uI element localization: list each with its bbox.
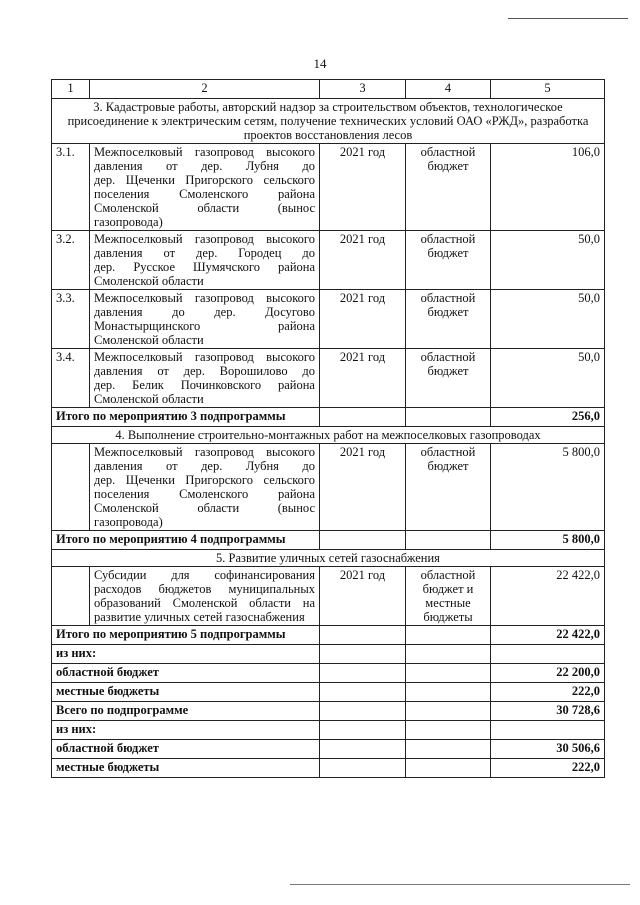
item-amount: 50,0 [491, 290, 605, 349]
summary-label: из них: [52, 645, 320, 664]
summary-label: областной бюджет [52, 664, 320, 683]
item-number: 3.3. [52, 290, 90, 349]
text-line: Межпоселковый газопровод высокого [94, 291, 315, 305]
empty-cell [320, 740, 406, 759]
section-title-row [52, 99, 605, 144]
empty-cell [406, 531, 491, 550]
column-number: 4 [406, 80, 491, 99]
summary-amount: 222,0 [491, 683, 605, 702]
summary-label: местные бюджеты [52, 759, 320, 778]
section-title [52, 550, 605, 567]
item-amount: 50,0 [491, 349, 605, 408]
summary-amount: 30 506,6 [491, 740, 605, 759]
column-number: 1 [52, 80, 90, 99]
summary-label: областной бюджет [52, 740, 320, 759]
text-line: давления от дер. Лубня до [94, 159, 315, 173]
empty-cell [320, 645, 406, 664]
text-line: Смоленской области (вынос [94, 501, 315, 515]
item-amount: 22 422,0 [491, 567, 605, 626]
text-line: бюджет [427, 364, 469, 378]
summary-amount [491, 721, 605, 740]
summary-row [52, 759, 605, 778]
table-row [52, 349, 605, 408]
empty-cell [320, 664, 406, 683]
summary-row [52, 645, 605, 664]
empty-cell [406, 702, 491, 721]
section-title-row [52, 550, 605, 567]
section-total-label: Итого по мероприятию 5 подпрограммы [52, 626, 320, 645]
text-line: дер. Русское Шумячского района [94, 260, 315, 274]
text-line: бюджет [427, 459, 469, 473]
text-line: давления до дер. Досугово [94, 305, 315, 319]
text-line: бюджеты [423, 610, 473, 624]
text-line: газопровода) [94, 515, 163, 529]
empty-cell [406, 645, 491, 664]
table-row [52, 444, 605, 531]
text-line: присоединение к электрическим сетям, получение технических условий ОАО «РЖД», разработка [67, 114, 589, 128]
text-line: давления от дер. Городец до [94, 246, 315, 260]
item-number: 3.4. [52, 349, 90, 408]
top-edge-line [508, 18, 628, 19]
item-description [90, 290, 320, 349]
summary-row [52, 702, 605, 721]
item-description [90, 231, 320, 290]
empty-cell [406, 626, 491, 645]
section-total-label: Итого по мероприятию 3 подпрограммы [52, 408, 320, 427]
table-row [52, 144, 605, 231]
text-line: Межпоселковый газопровод высокого [94, 145, 315, 159]
empty-cell [406, 683, 491, 702]
text-line: бюджет [427, 305, 469, 319]
column-number: 2 [90, 80, 320, 99]
item-description [90, 567, 320, 626]
text-line: Смоленской области (вынос [94, 201, 315, 215]
text-line: Субсидии для софинансирования [94, 568, 315, 582]
empty-cell [320, 702, 406, 721]
text-line: расходов бюджетов муниципальных [94, 582, 315, 596]
summary-row [52, 721, 605, 740]
text-line: поселения Смоленского района [94, 187, 315, 201]
text-line: дер. Щеченки Пригорского сельского [94, 173, 315, 187]
item-funding-source [406, 444, 491, 531]
item-year: 2021 год [320, 290, 406, 349]
table-row [52, 231, 605, 290]
text-line: развитие уличных сетей газоснабжения [94, 610, 305, 624]
section-total-row [52, 626, 605, 645]
text-line: Межпоселковый газопровод высокого [94, 350, 315, 364]
empty-cell [320, 721, 406, 740]
column-number: 5 [491, 80, 605, 99]
text-line: Межпоселковый газопровод высокого [94, 445, 315, 459]
budget-table-body [52, 80, 605, 778]
text-line: областной [420, 232, 476, 246]
summary-label: из них: [52, 721, 320, 740]
empty-cell [406, 664, 491, 683]
item-funding-source [406, 567, 491, 626]
text-line: проектов восстановления лесов [243, 128, 413, 142]
text-line: бюджет [427, 159, 469, 173]
section-total-label: Итого по мероприятию 4 подпрограммы [52, 531, 320, 550]
text-line: давления от дер. Лубня до [94, 459, 315, 473]
text-line: газопровода) [94, 215, 163, 229]
text-line: давления от дер. Ворошилово до [94, 364, 315, 378]
item-year: 2021 год [320, 349, 406, 408]
text-line: областной [420, 291, 476, 305]
table-row [52, 567, 605, 626]
item-funding-source [406, 290, 491, 349]
section-total-row [52, 531, 605, 550]
summary-amount: 22 200,0 [491, 664, 605, 683]
summary-row [52, 683, 605, 702]
section-title [52, 427, 605, 444]
text-line: Смоленской области [94, 333, 204, 347]
section-title [52, 99, 605, 144]
text-line: 4. Выполнение строительно-монтажных работ на межпоселковых газопроводах [115, 428, 541, 442]
text-line: бюджет и [422, 582, 474, 596]
text-line: Межпоселковый газопровод высокого [94, 232, 315, 246]
empty-cell [406, 740, 491, 759]
text-line: областной [420, 145, 476, 159]
text-line: областной [420, 350, 476, 364]
text-line: бюджет [427, 246, 469, 260]
item-amount: 106,0 [491, 144, 605, 231]
text-line: местные [425, 596, 471, 610]
item-year: 2021 год [320, 144, 406, 231]
text-line: областной [420, 568, 476, 582]
text-line: поселения Смоленского района [94, 487, 315, 501]
text-line: 5. Развитие уличных сетей газоснабжения [216, 551, 440, 565]
item-description [90, 144, 320, 231]
summary-label: Всего по подпрограмме [52, 702, 320, 721]
item-funding-source [406, 144, 491, 231]
page-number: 14 [313, 56, 327, 71]
item-funding-source [406, 231, 491, 290]
empty-cell [320, 759, 406, 778]
text-line: 3. Кадастровые работы, авторский надзор за строительством объектов, технологическое [93, 100, 563, 114]
section-total-amount: 22 422,0 [491, 626, 605, 645]
item-description [90, 444, 320, 531]
bottom-edge-line [290, 884, 630, 885]
item-number [52, 567, 90, 626]
text-line: Смоленской области [94, 274, 204, 288]
summary-amount [491, 645, 605, 664]
section-total-row [52, 408, 605, 427]
empty-cell [320, 626, 406, 645]
table-row [52, 290, 605, 349]
text-line: дер. Щеченки Пригорского сельского [94, 473, 315, 487]
item-year: 2021 год [320, 231, 406, 290]
item-year: 2021 год [320, 567, 406, 626]
text-line: Монастырщинского района [94, 319, 315, 333]
summary-amount: 222,0 [491, 759, 605, 778]
summary-row [52, 740, 605, 759]
item-number [52, 444, 90, 531]
column-number-row [52, 80, 605, 99]
text-line: дер. Белик Починковского района [94, 378, 315, 392]
column-number: 3 [320, 80, 406, 99]
empty-cell [406, 759, 491, 778]
section-total-amount: 5 800,0 [491, 531, 605, 550]
item-amount: 5 800,0 [491, 444, 605, 531]
summary-label: местные бюджеты [52, 683, 320, 702]
summary-row [52, 664, 605, 683]
empty-cell [406, 721, 491, 740]
empty-cell [320, 408, 406, 427]
item-number: 3.1. [52, 144, 90, 231]
item-year: 2021 год [320, 444, 406, 531]
section-total-amount: 256,0 [491, 408, 605, 427]
empty-cell [320, 683, 406, 702]
text-line: областной [420, 445, 476, 459]
empty-cell [406, 408, 491, 427]
budget-table [51, 79, 605, 778]
section-title-row [52, 427, 605, 444]
item-funding-source [406, 349, 491, 408]
summary-amount: 30 728,6 [491, 702, 605, 721]
item-description [90, 349, 320, 408]
text-line: Смоленской области [94, 392, 204, 406]
item-amount: 50,0 [491, 231, 605, 290]
empty-cell [320, 531, 406, 550]
text-line: образований Смоленской области на [94, 596, 315, 610]
item-number: 3.2. [52, 231, 90, 290]
